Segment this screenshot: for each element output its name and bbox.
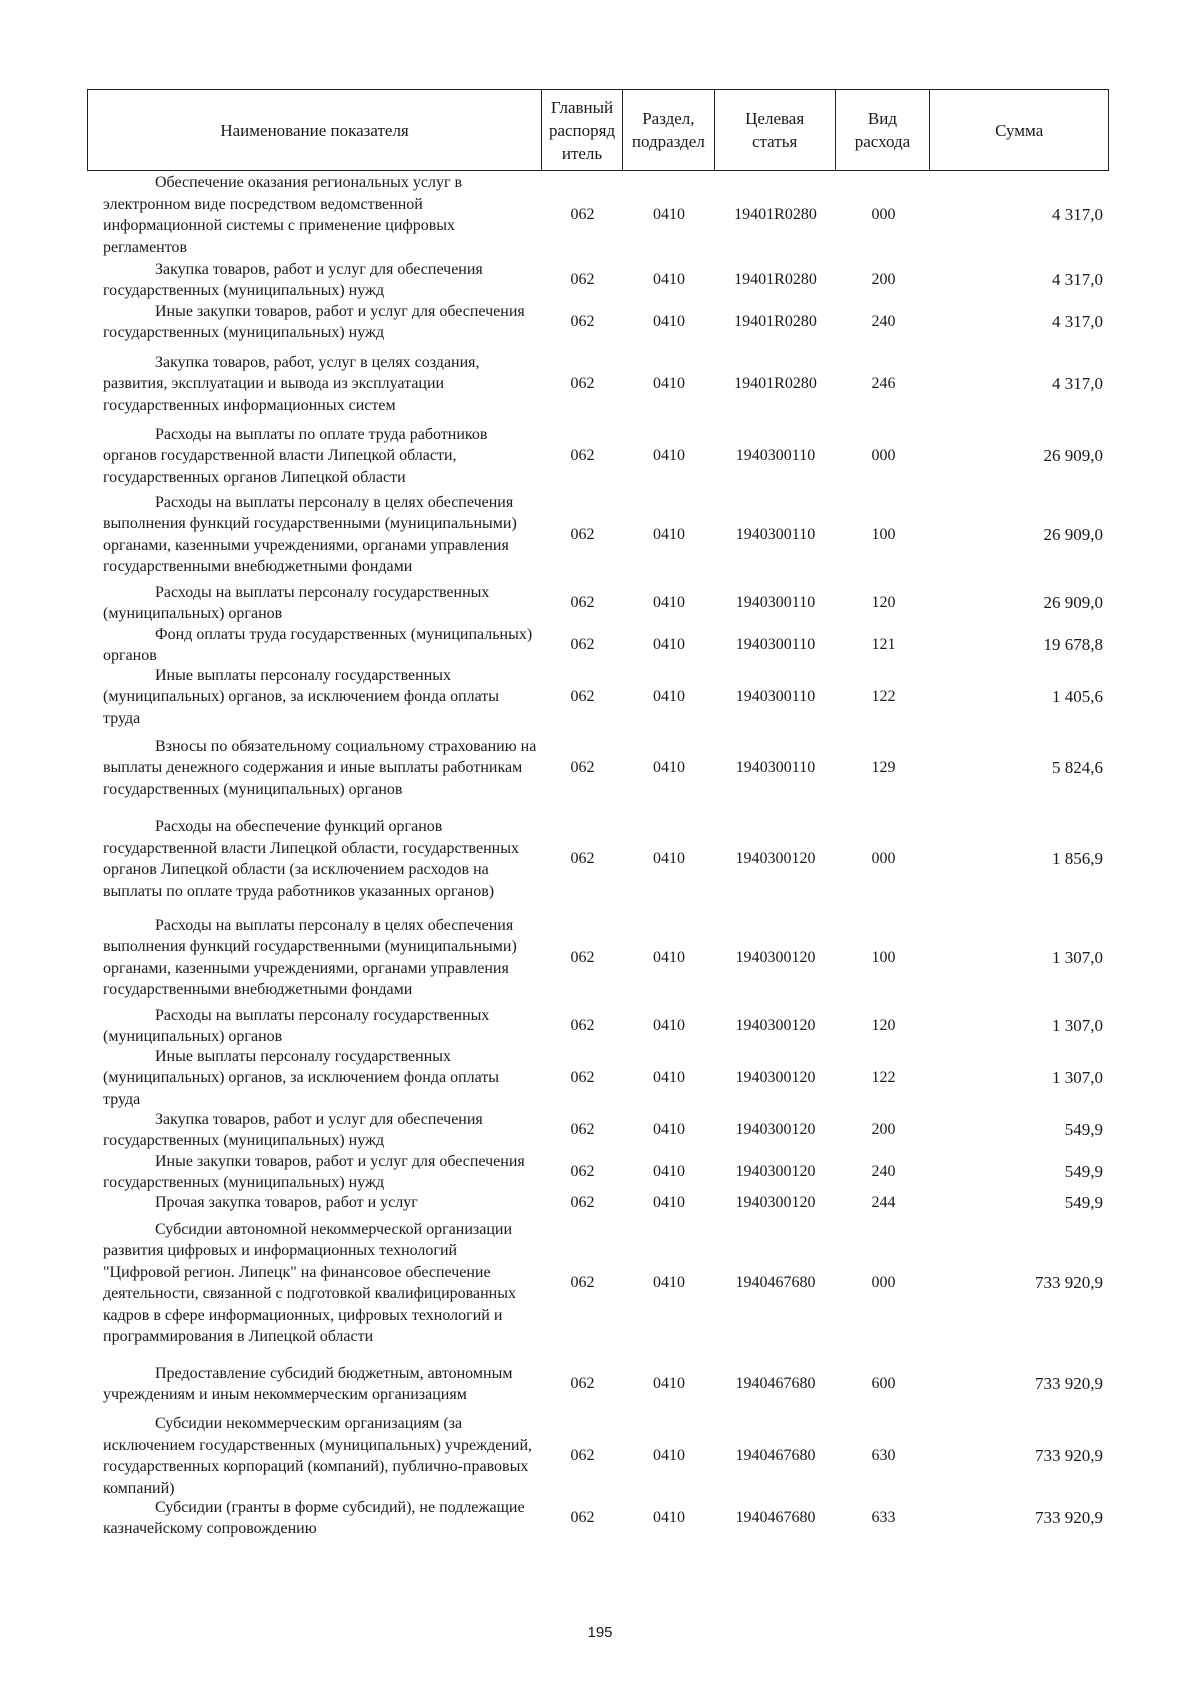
cell-sum: 26 909,0 (1043, 593, 1103, 612)
cell-sum: 733 920,9 (1035, 1508, 1103, 1527)
cell-chief-administrator: 062 (570, 1069, 595, 1086)
cell-sum: 4 317,0 (1052, 374, 1103, 393)
cell-chief-administrator: 062 (570, 948, 595, 966)
cell-expense-type: 000 (871, 447, 896, 464)
cell-target-article: 1940467680 (735, 1509, 816, 1526)
table-row (87, 624, 1109, 666)
cell-section: 0410 (653, 759, 685, 776)
cell-section: 0410 (653, 1375, 685, 1392)
cell-name: Обеспечение оказания региональных услуг в электронном виде посредством ведомственной информационной системы с применение цифровых регламентов (103, 174, 463, 256)
cell-sum: 26 909,0 (1043, 446, 1103, 465)
cell-name: Предоставление субсидий бюджетным, автономным учреждениям и иным некоммерческим организациям (103, 1364, 513, 1403)
header-expense-type: Вид расхода (836, 90, 931, 170)
cell-name: Закупка товаров, работ, услуг в целях создания, развития, эксплуатации и вывода из эксплуатации государственных информационных систем (103, 353, 480, 414)
cell-target-article: 1940467680 (735, 1375, 816, 1392)
cell-chief-administrator: 062 (570, 1509, 595, 1526)
cell-target-article: 1940300120 (735, 1121, 816, 1138)
table-row (87, 666, 1109, 728)
cell-target-article: 1940300110 (735, 759, 816, 776)
cell-target-article: 1940300120 (735, 948, 816, 966)
cell-expense-type: 000 (871, 850, 896, 867)
cell-chief-administrator: 062 (570, 375, 595, 392)
cell-section: 0410 (653, 1509, 685, 1526)
cell-sum: 549,9 (1064, 1193, 1103, 1212)
cell-name: Субсидии автономной некоммерческой организации развития цифровых и информационных технологий "Цифровой регион. Липецк" на финансовое обеспечение деятельности, связанной с подготовкой квалифицированных кадров в сфере информационных, цифровых технологий и программирования в Липецкой области (103, 1220, 516, 1345)
cell-target-article: 1940467680 (735, 1447, 816, 1464)
table-row (87, 728, 1109, 808)
cell-expense-type: 633 (871, 1509, 896, 1526)
cell-target-article: 19401R0280 (734, 206, 817, 223)
cell-name: Расходы на выплаты персоналу государственных (муниципальных) органов (103, 583, 490, 622)
cell-expense-type: 129 (871, 759, 896, 776)
cell-sum: 1 856,9 (1052, 849, 1103, 868)
cell-chief-administrator: 062 (570, 594, 595, 611)
cell-target-article: 19401R0280 (734, 271, 817, 288)
table-row (87, 910, 1109, 1005)
cell-target-article: 1940300120 (735, 1163, 816, 1180)
cell-chief-administrator: 062 (570, 447, 595, 464)
table-row (87, 1415, 1109, 1497)
cell-chief-administrator: 062 (570, 1121, 595, 1138)
table-row (87, 1193, 1109, 1213)
cell-chief-administrator: 062 (570, 525, 595, 543)
cell-section: 0410 (653, 1194, 685, 1211)
cell-target-article: 1940300110 (735, 636, 816, 653)
table-body (87, 171, 1109, 1539)
header-name: Наименование показателя (88, 90, 542, 170)
cell-expense-type: 000 (871, 1274, 896, 1291)
cell-target-article: 1940300120 (735, 1194, 816, 1211)
cell-target-article: 19401R0280 (734, 375, 817, 392)
table-row (87, 808, 1109, 910)
cell-chief-administrator: 062 (570, 271, 595, 288)
cell-sum: 733 920,9 (1035, 1273, 1103, 1292)
table-row (87, 1213, 1109, 1353)
table-row (87, 582, 1109, 624)
cell-section: 0410 (653, 1447, 685, 1464)
cell-expense-type: 244 (871, 1194, 896, 1211)
cell-chief-administrator: 062 (570, 1163, 595, 1180)
cell-section: 0410 (653, 313, 685, 330)
table-row (87, 343, 1109, 425)
cell-chief-administrator: 062 (570, 1017, 595, 1034)
cell-name: Фонд оплаты труда государственных (муниципальных) органов (103, 625, 533, 664)
cell-target-article: 1940300110 (735, 447, 816, 464)
cell-target-article: 1940300110 (735, 525, 816, 543)
table-row (87, 1005, 1109, 1047)
page-number: 195 (587, 1624, 613, 1641)
cell-sum: 1 307,0 (1052, 1016, 1103, 1035)
table-row (87, 1047, 1109, 1109)
cell-target-article: 1940300110 (735, 594, 816, 611)
cell-sum: 4 317,0 (1052, 270, 1103, 289)
cell-section: 0410 (653, 375, 685, 392)
table-row (87, 1353, 1109, 1415)
cell-sum: 4 317,0 (1052, 205, 1103, 224)
table-row (87, 1109, 1109, 1151)
cell-expense-type: 630 (871, 1447, 896, 1464)
cell-name: Расходы на выплаты персоналу государственных (муниципальных) органов (103, 1006, 490, 1045)
table-row (87, 1151, 1109, 1193)
cell-section: 0410 (653, 688, 685, 705)
cell-name: Иные выплаты персоналу государственных (муниципальных) органов, за исключением фонда оплаты труда (103, 666, 500, 727)
cell-name: Иные закупки товаров, работ и услуг для обеспечения государственных (муниципальных) нужд (103, 302, 525, 341)
cell-name: Иные выплаты персоналу государственных (муниципальных) органов, за исключением фонда оплаты труда (103, 1047, 500, 1108)
cell-target-article: 1940300110 (735, 688, 816, 705)
cell-chief-administrator: 062 (570, 1274, 595, 1291)
cell-target-article: 19401R0280 (734, 313, 817, 330)
cell-sum: 733 920,9 (1035, 1374, 1103, 1393)
cell-section: 0410 (653, 850, 685, 867)
table-row (87, 1497, 1109, 1539)
cell-expense-type: 122 (871, 1069, 896, 1086)
cell-sum: 4 317,0 (1052, 312, 1103, 331)
table-row (87, 487, 1109, 582)
cell-section: 0410 (653, 948, 685, 966)
cell-chief-administrator: 062 (570, 1375, 595, 1392)
cell-name: Расходы на выплаты персоналу в целях обеспечения выполнения функций государственными (муниципальными) органами, казенными учреждениями, органами управления государственными внебюджетными фондами (103, 493, 517, 575)
cell-chief-administrator: 062 (570, 759, 595, 776)
cell-section: 0410 (653, 206, 685, 223)
cell-name: Субсидии некоммерческим организациям (за исключением государственных (муниципальных) учреждений, государственных корпораций (компаний), публично-правовых компаний) (103, 1415, 533, 1497)
cell-chief-administrator: 062 (570, 206, 595, 223)
cell-sum: 26 909,0 (1043, 524, 1103, 544)
cell-section: 0410 (653, 271, 685, 288)
header-sum: Сумма (995, 120, 1044, 140)
cell-sum: 19 678,8 (1043, 635, 1103, 654)
cell-expense-type: 100 (871, 948, 896, 966)
cell-expense-type: 200 (871, 271, 896, 288)
cell-section: 0410 (653, 1121, 685, 1138)
cell-sum: 5 824,6 (1052, 758, 1103, 777)
cell-section: 0410 (653, 447, 685, 464)
cell-chief-administrator: 062 (570, 636, 595, 653)
header-section: Раздел, подраздел (623, 90, 715, 170)
cell-target-article: 1940300120 (735, 1069, 816, 1086)
cell-expense-type: 121 (871, 636, 896, 653)
cell-name: Прочая закупка товаров, работ и услуг (155, 1194, 418, 1212)
table-row (87, 259, 1109, 301)
cell-name: Расходы на выплаты персоналу в целях обеспечения выполнения функций государственными (муниципальными) органами, казенными учреждениями, органами управления государственными внебюджетными фондами (103, 916, 517, 998)
cell-expense-type: 200 (871, 1121, 896, 1138)
cell-section: 0410 (653, 594, 685, 611)
cell-section: 0410 (653, 1163, 685, 1180)
cell-expense-type: 100 (871, 525, 896, 543)
cell-chief-administrator: 062 (570, 313, 595, 330)
cell-name: Субсидии (гранты в форме субсидий), не подлежащие казначейскому сопровождению (103, 1498, 525, 1537)
cell-section: 0410 (653, 1017, 685, 1034)
header-chief-administrator: Главный распоряд итель (542, 90, 623, 170)
cell-chief-administrator: 062 (570, 1194, 595, 1211)
cell-expense-type: 246 (871, 375, 896, 392)
cell-expense-type: 122 (871, 688, 896, 705)
table-row (87, 301, 1109, 343)
cell-expense-type: 000 (871, 206, 896, 223)
cell-chief-administrator: 062 (570, 688, 595, 705)
cell-chief-administrator: 062 (570, 850, 595, 867)
cell-target-article: 1940300120 (735, 850, 816, 867)
cell-name: Закупка товаров, работ и услуг для обеспечения государственных (муниципальных) нужд (103, 1110, 483, 1149)
cell-sum: 549,9 (1064, 1120, 1103, 1139)
cell-target-article: 1940300120 (735, 1017, 816, 1034)
cell-name: Закупка товаров, работ и услуг для обеспечения государственных (муниципальных) нужд (103, 260, 483, 299)
cell-expense-type: 120 (871, 1017, 896, 1034)
cell-sum: 1 307,0 (1052, 1068, 1103, 1087)
cell-section: 0410 (653, 1069, 685, 1086)
cell-expense-type: 240 (871, 1163, 896, 1180)
table-header (87, 89, 1109, 171)
cell-sum: 549,9 (1064, 1162, 1103, 1181)
header-target-article: Целевая статья (715, 90, 836, 170)
cell-sum: 733 920,9 (1035, 1446, 1103, 1465)
cell-sum: 1 405,6 (1052, 687, 1103, 706)
cell-name: Взносы по обязательному социальному страхованию на выплаты денежного содержания и иные выплаты работникам государственных (муниципальных) органов (103, 737, 537, 798)
cell-section: 0410 (653, 1274, 685, 1291)
cell-expense-type: 120 (871, 594, 896, 611)
cell-chief-administrator: 062 (570, 1447, 595, 1464)
table-row (87, 425, 1109, 487)
cell-name: Иные закупки товаров, работ и услуг для обеспечения государственных (муниципальных) нужд (103, 1152, 525, 1191)
cell-section: 0410 (653, 636, 685, 653)
cell-expense-type: 240 (871, 313, 896, 330)
cell-sum: 1 307,0 (1052, 947, 1103, 967)
cell-name: Расходы на обеспечение функций органов государственной власти Липецкой области, государственных органов Липецкой области (за исключением расходов на выплаты по оплате труда работников указанных органов) (103, 818, 519, 900)
cell-name: Расходы на выплаты по оплате труда работников органов государственной власти Липецкой области, государственных органов Липецкой области (103, 425, 488, 486)
cell-section: 0410 (653, 525, 685, 543)
table-row (87, 171, 1109, 259)
cell-target-article: 1940467680 (735, 1274, 816, 1291)
cell-expense-type: 600 (871, 1375, 896, 1392)
